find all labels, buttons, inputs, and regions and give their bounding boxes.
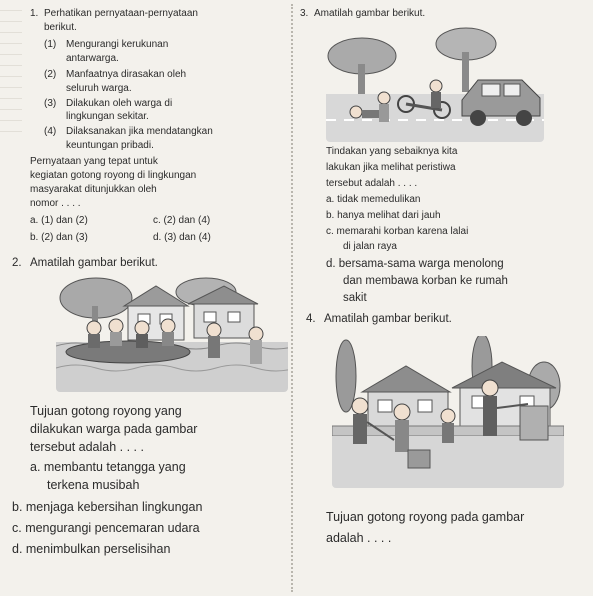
- q1-prompt-line-3: masyarakat ditunjukkan oleh: [30, 184, 157, 195]
- q1-option-d[interactable]: d. (3) dan (4): [153, 232, 211, 243]
- q3-option-a[interactable]: a. tidak memedulikan: [326, 194, 421, 205]
- flood-rescue-illustration: [56, 276, 288, 392]
- q2-prompt-line-2: dilakukan warga pada gambar: [30, 422, 198, 436]
- q1-prompt-line-1: Pernyataan yang tepat untuk: [30, 156, 158, 167]
- q3-prompt-line-3: tersebut adalah . . . .: [326, 178, 418, 189]
- q1-statement-2-line-1: Manfaatnya dirasakan oleh: [66, 69, 187, 80]
- traffic-accident-illustration: [326, 24, 544, 142]
- q1-intro-line-2: berikut.: [44, 22, 77, 33]
- q4-number: 4.: [306, 313, 316, 325]
- q3-option-c-line-2[interactable]: di jalan raya: [343, 241, 397, 252]
- column-divider: [291, 4, 293, 592]
- q2-number: 2.: [12, 257, 22, 269]
- q2-prompt-line-1: Tujuan gotong royong yang: [30, 404, 182, 418]
- q3-option-c-line-1[interactable]: c. memarahi korban karena lalai: [326, 226, 469, 237]
- q2-option-c[interactable]: c. mengurangi pencemaran udara: [12, 521, 200, 535]
- q1-statement-2-num: (2): [44, 69, 57, 80]
- q3-title: Amatilah gambar berikut.: [314, 8, 426, 19]
- q1-option-b[interactable]: b. (2) dan (3): [30, 232, 88, 243]
- q1-statement-2-line-2: seluruh warga.: [66, 83, 132, 94]
- q1-statement-3-line-1: Dilakukan oleh warga di: [66, 98, 173, 109]
- q1-number: 1.: [30, 8, 39, 19]
- q1-statement-3-num: (3): [44, 98, 57, 109]
- q2-title: Amatilah gambar berikut.: [30, 257, 158, 269]
- q3-option-d-line-1[interactable]: d. bersama-sama warga menolong: [326, 258, 504, 270]
- q4-title: Amatilah gambar berikut.: [324, 313, 452, 325]
- q1-prompt-line-2: kegiatan gotong royong di lingkungan: [30, 170, 197, 181]
- q3-prompt-line-2: lakukan jika melihat peristiwa: [326, 162, 456, 173]
- q1-statement-1-line-1: Mengurangi kerukunan: [66, 39, 169, 50]
- q2-option-a-line-1[interactable]: a. membantu tetangga yang: [30, 460, 186, 474]
- q1-statement-3-line-2: lingkungan sekitar.: [66, 111, 149, 122]
- q4-prompt-line-1: Tujuan gotong royong pada gambar: [326, 510, 525, 524]
- q3-option-d-line-2[interactable]: dan membawa korban ke rumah: [343, 275, 508, 287]
- q2-option-b[interactable]: b. menjaga kebersihan lingkungan: [12, 500, 203, 514]
- q1-statement-1-line-2: antarwarga.: [66, 53, 119, 64]
- q1-prompt-line-4: nomor . . . .: [30, 198, 81, 209]
- q2-prompt-line-3: tersebut adalah . . . .: [30, 440, 144, 454]
- q3-option-d-line-3[interactable]: sakit: [343, 292, 367, 304]
- q4-prompt-line-2: adalah . . . .: [326, 531, 392, 545]
- q1-statement-4-num: (4): [44, 126, 57, 137]
- q2-option-d[interactable]: d. menimbulkan perselisihan: [12, 542, 171, 556]
- q3-prompt-line-1: Tindakan yang sebaiknya kita: [326, 146, 458, 157]
- q1-statement-4-line-1: Dilaksanakan jika mendatangkan: [66, 126, 213, 137]
- q1-statement-4-line-2: keuntungan pribadi.: [66, 140, 154, 151]
- q1-statement-1-num: (1): [44, 39, 57, 50]
- q3-option-b[interactable]: b. hanya melihat dari jauh: [326, 210, 441, 221]
- q1-option-a[interactable]: a. (1) dan (2): [30, 215, 88, 226]
- notebook-edge-decoration: [0, 0, 22, 140]
- community-cleanup-illustration: [332, 336, 564, 488]
- q1-option-c[interactable]: c. (2) dan (4): [153, 215, 211, 226]
- q1-intro-line-1: Perhatikan pernyataan-pernyataan: [44, 8, 198, 19]
- q3-number: 3.: [300, 8, 309, 19]
- q2-option-a-line-2[interactable]: terkena musibah: [47, 478, 140, 492]
